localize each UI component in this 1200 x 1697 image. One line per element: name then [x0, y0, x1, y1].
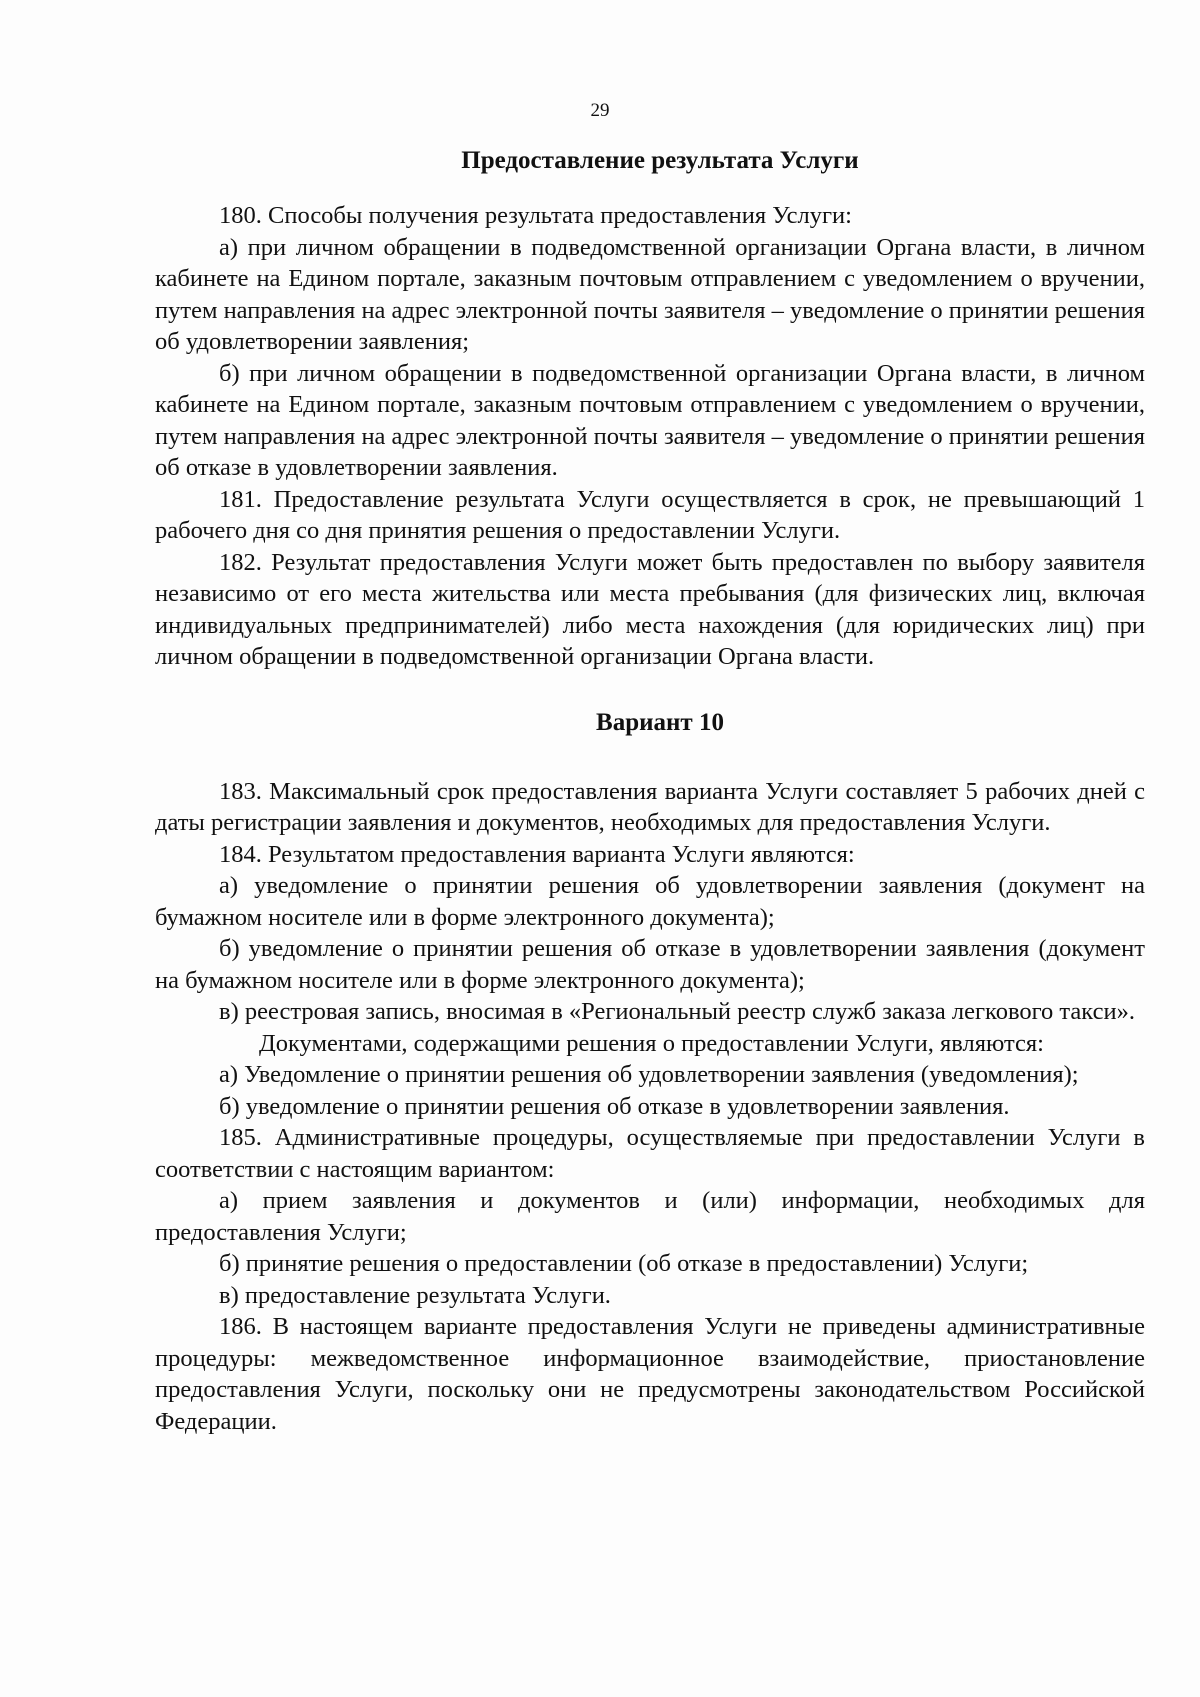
paragraph-decision-a: а) Уведомление о принятии решения об удовлетворении заявления (уведомления);	[219, 1061, 1079, 1088]
section-title-variant-10: Вариант 10	[596, 708, 724, 736]
document-body	[155, 145, 1145, 1437]
paragraph-186: 186. В настоящем варианте предоставления Услуги не приведены административные процедуры: межведомственное информационное взаимодействие, приостановление предоставления Услуги, поскольку они не предусмотрены законодательством Российской Федерации.	[155, 1313, 1145, 1435]
paragraph-185: 185. Административные процедуры, осуществляемые при предоставлении Услуги в соответствии с настоящим вариантом:	[155, 1124, 1145, 1183]
paragraph-185-a: а) прием заявления и документов и (или) информации, необходимых для предоставления Услуги;	[155, 1187, 1145, 1246]
paragraph-185-b: б) принятие решения о предоставлении (об отказе в предоставлении) Услуги;	[219, 1250, 1029, 1277]
paragraph-181: 181. Предоставление результата Услуги осуществляется в срок, не превышающий 1 рабочего дня со дня принятия решения о предоставлении Услуги.	[155, 485, 1145, 544]
paragraph-185-v: в) предоставление результата Услуги.	[219, 1281, 611, 1309]
section-title-result: Предоставление результата Услуги	[461, 147, 859, 174]
paragraph-184: 184. Результатом предоставления варианта Услуги являются:	[219, 840, 855, 868]
paragraph-184-v: в) реестровая запись, вносимая в «Региональный реестр служб заказа легкового такси».	[219, 998, 1135, 1025]
page-number: 29	[590, 100, 610, 121]
paragraph-184-b: б) уведомление о принятии решения об отказе в удовлетворении заявления (документ на бумажном носителе или в форме электронного документа);	[155, 935, 1145, 994]
paragraph-182: 182. Результат предоставления Услуги может быть предоставлен по выбору заявителя независимо от его места жительства или места пребывания (для физических лиц, включая индивидуальных предпринимателей) либо места нахождения (для юридических лиц) при личном обращении в подведомственной организации Органа власти.	[155, 548, 1145, 670]
paragraph-184-a: а) уведомление о принятии решения об удовлетворении заявления (документ на бумажном носителе или в форме электронного документа);	[155, 872, 1145, 931]
paragraph-decision-b: б) уведомление о принятии решения об отказе в удовлетворении заявления.	[219, 1092, 1010, 1120]
paragraph-180-b: б) при личном обращении в подведомственной организации Органа власти, в личном кабинете на Едином портале, заказным почтовым отправлением с уведомлением о вручении, путем направления на адрес электронной почты заявителя – уведомление о принятии решения об отказе в удовлетворении заявления.	[155, 359, 1145, 481]
paragraph-180: 180. Способы получения результата предоставления Услуги:	[219, 202, 852, 229]
paragraph-183: 183. Максимальный срок предоставления варианта Услуги составляет 5 рабочих дней с даты регистрации заявления и документов, необходимых для предоставления Услуги.	[155, 777, 1145, 836]
paragraph-decision-documents: Документами, содержащими решения о предоставлении Услуги, являются:	[259, 1029, 1044, 1057]
paragraph-180-a: а) при личном обращении в подведомственной организации Органа власти, в личном кабинете на Едином портале, заказным почтовым отправлением с уведомлением о вручении, путем направления на адрес электронной почты заявителя – уведомление о принятии решения об удовлетворении заявления;	[155, 233, 1145, 355]
